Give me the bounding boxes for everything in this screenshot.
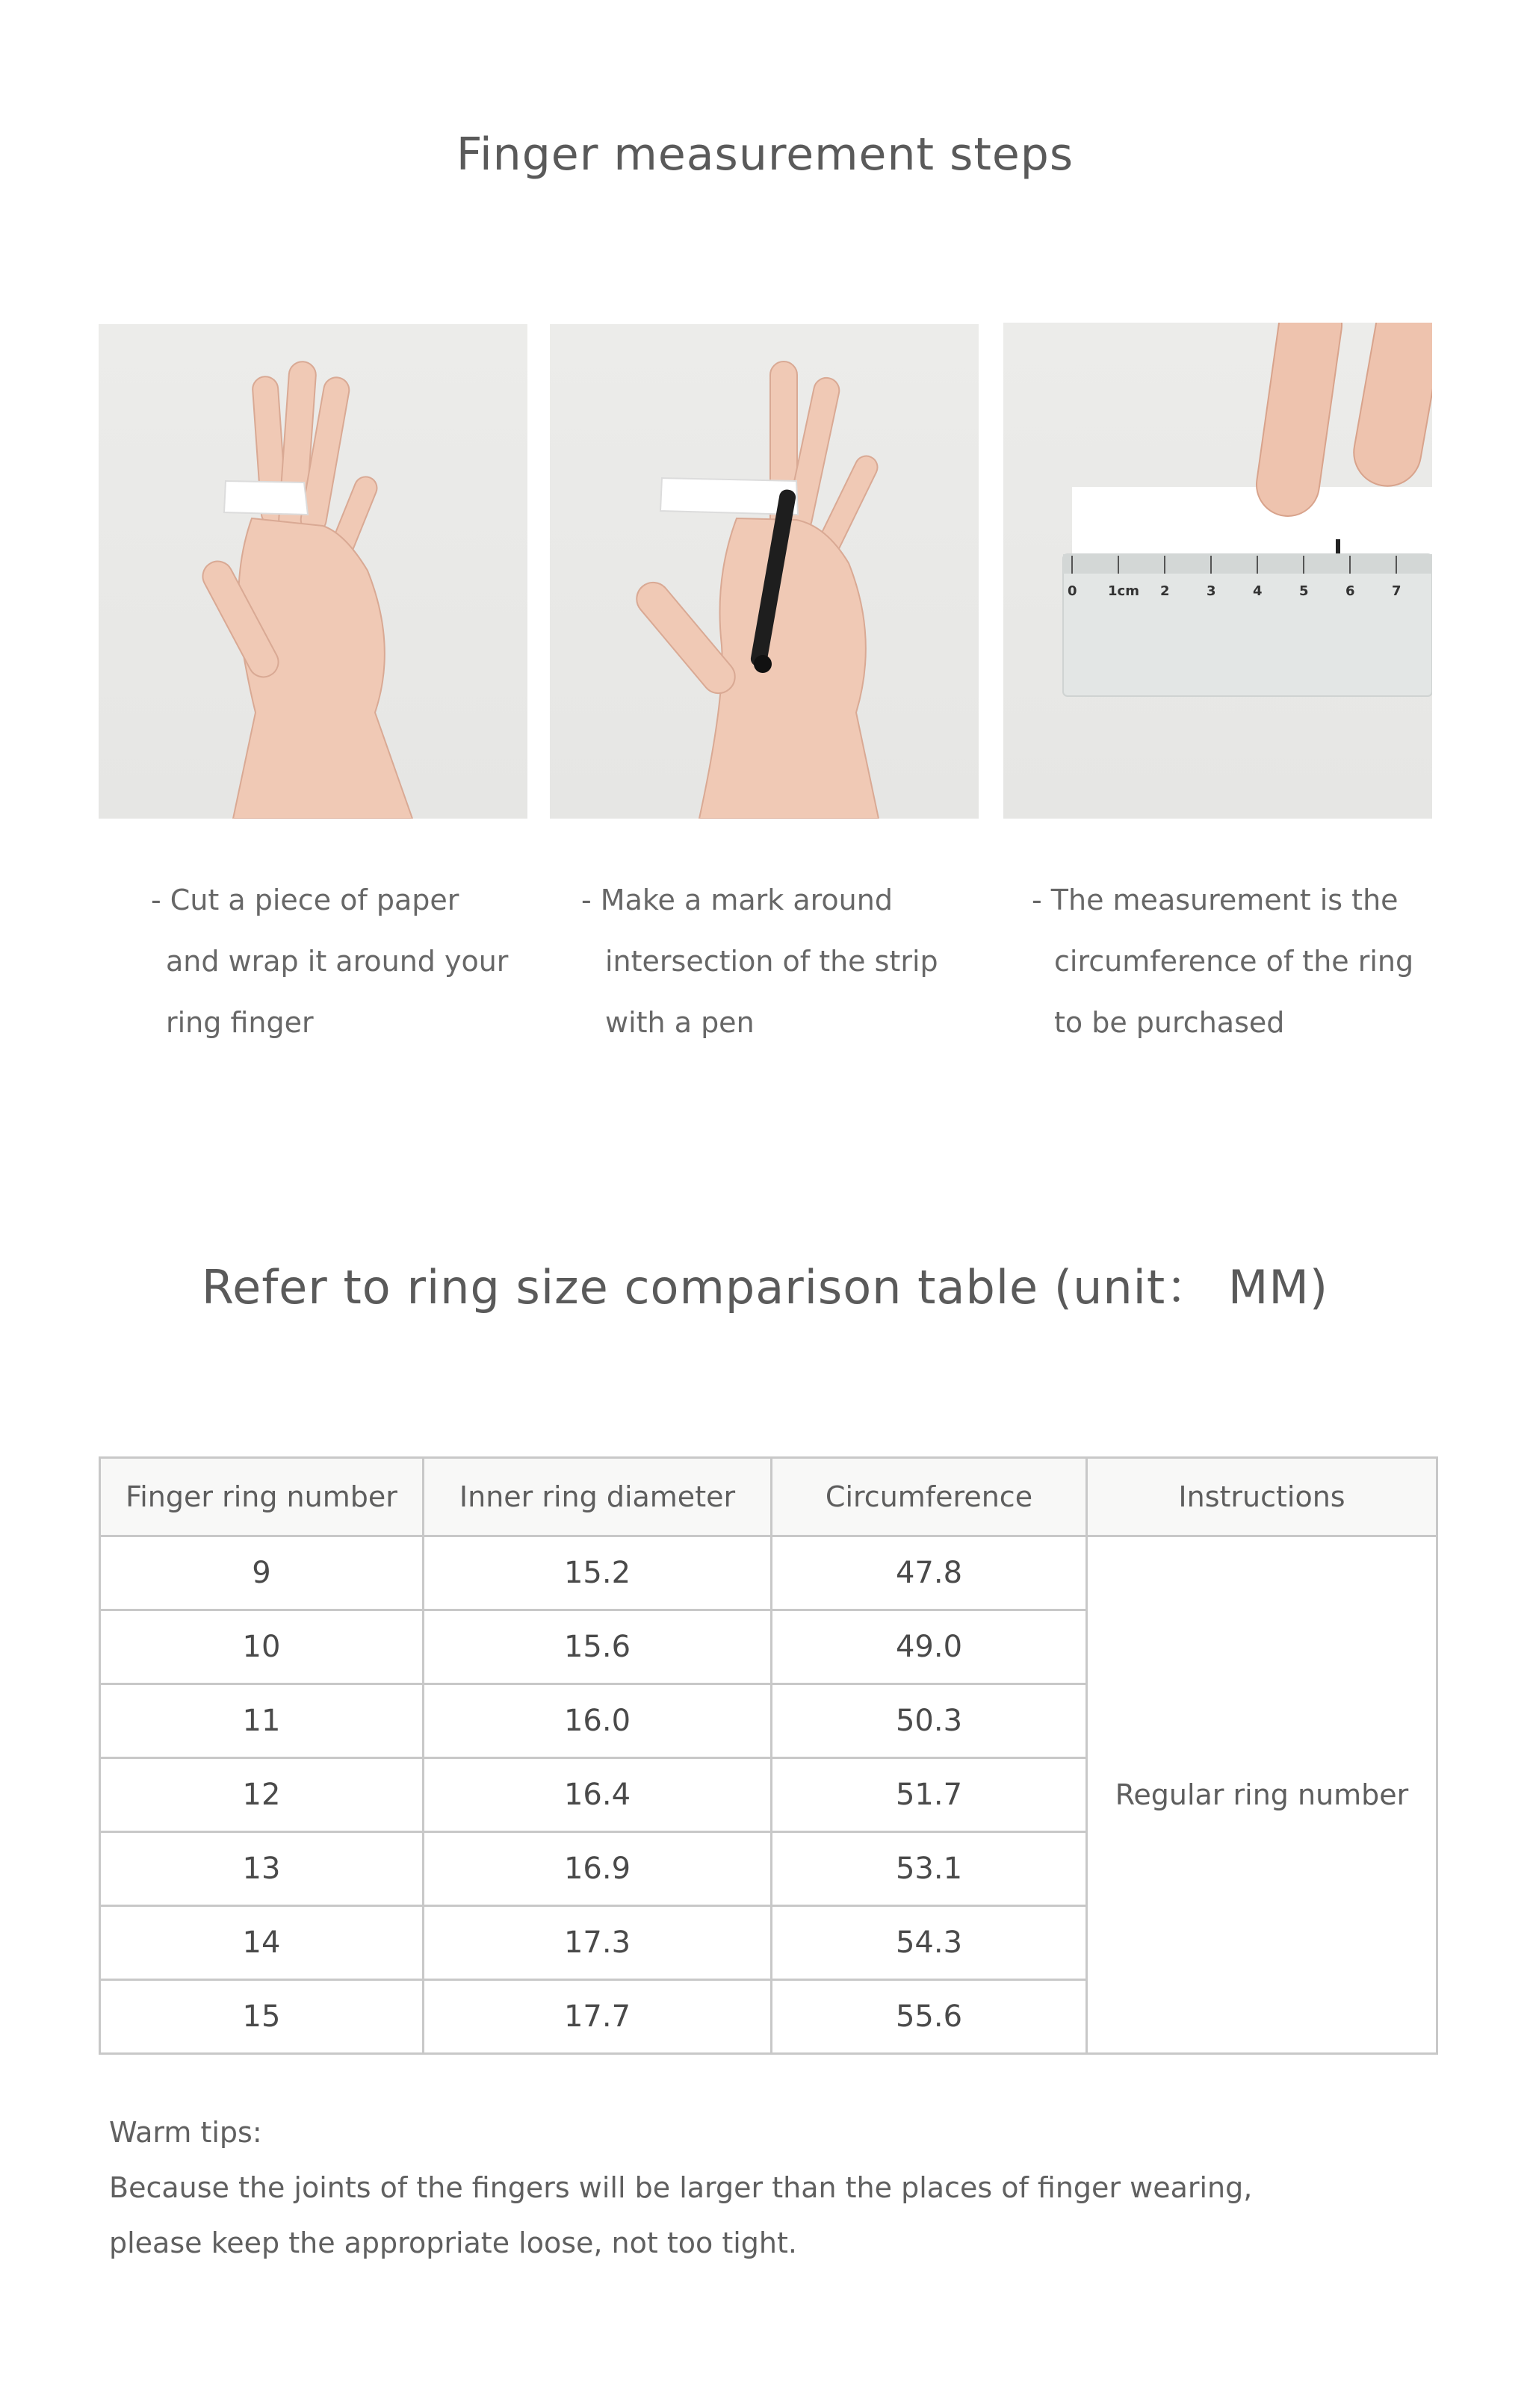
- circumference-cell: 55.6: [772, 1980, 1087, 2054]
- hand-with-paper-strip-image: [99, 324, 527, 819]
- step-1-caption: [151, 869, 508, 1053]
- ring-number-cell: 10: [100, 1610, 424, 1684]
- caption-line: - Make a mark around: [581, 884, 893, 916]
- instructions-cell: Regular ring number: [1087, 1536, 1437, 2054]
- ring-number-cell: 13: [100, 1832, 424, 1906]
- step-1-photo: [99, 324, 527, 819]
- ruler-label-0: 0: [1068, 583, 1077, 599]
- caption-line: - Cut a piece of paper: [151, 884, 459, 916]
- ruler-label-7: 7: [1392, 583, 1402, 599]
- ring-number-cell: 12: [100, 1758, 424, 1832]
- caption-line: to be purchased: [1054, 1006, 1285, 1039]
- caption-line: with a pen: [605, 1006, 755, 1039]
- tips-heading: Warm tips:: [109, 2116, 262, 2149]
- header-circumference: Circumference: [772, 1458, 1087, 1536]
- caption-line: ring finger: [166, 1006, 314, 1039]
- step-3-caption: [1032, 869, 1413, 1053]
- table-title: Refer to ring size comparison table (unit： MM): [201, 1260, 1329, 1315]
- caption-line: intersection of the strip: [605, 945, 938, 978]
- tips-line: please keep the appropriate loose, not too tight.: [109, 2227, 797, 2259]
- circumference-cell: 50.3: [772, 1684, 1087, 1758]
- header-inner-diameter: Inner ring diameter: [424, 1458, 772, 1536]
- circumference-cell: 49.0: [772, 1610, 1087, 1684]
- ring-size-table: [99, 1456, 1438, 2055]
- step-2-photo: [550, 324, 979, 819]
- ruler-label-4: 4: [1253, 583, 1263, 599]
- inner-diameter-cell: 16.4: [424, 1758, 772, 1832]
- table-row: [100, 1536, 1437, 1610]
- circumference-cell: 54.3: [772, 1906, 1087, 1980]
- inner-diameter-cell: 17.7: [424, 1980, 772, 2054]
- ruler-label-1: 1cm: [1108, 583, 1139, 599]
- ring-number-cell: 9: [100, 1536, 424, 1610]
- circumference-cell: 47.8: [772, 1536, 1087, 1610]
- ruler-measurement-image: [1003, 323, 1432, 819]
- ring-number-cell: 15: [100, 1980, 424, 2054]
- ruler-label-3: 3: [1207, 583, 1216, 599]
- caption-line: - The measurement is the: [1032, 884, 1399, 916]
- table-header-row: [100, 1458, 1437, 1536]
- steps-title: Finger measurement steps: [456, 128, 1074, 181]
- ring-number-cell: 11: [100, 1684, 424, 1758]
- circumference-cell: 51.7: [772, 1758, 1087, 1832]
- warm-tips: [109, 2105, 1252, 2271]
- step-2-caption: [581, 869, 938, 1053]
- step-3-photo: [1003, 323, 1432, 819]
- caption-line: circumference of the ring: [1054, 945, 1414, 978]
- inner-diameter-cell: 17.3: [424, 1906, 772, 1980]
- circumference-cell: 53.1: [772, 1832, 1087, 1906]
- caption-line: and wrap it around your: [166, 945, 509, 978]
- ruler-label-2: 2: [1160, 583, 1170, 599]
- inner-diameter-cell: 15.6: [424, 1610, 772, 1684]
- ruler-label-5: 5: [1299, 583, 1309, 599]
- tips-line: Because the joints of the fingers will be larger than the places of finger wearing,: [109, 2171, 1253, 2204]
- ruler-label-6: 6: [1345, 583, 1355, 599]
- inner-diameter-cell: 16.9: [424, 1832, 772, 1906]
- header-instructions: Instructions: [1087, 1458, 1437, 1536]
- hand-marking-with-pen-image: [550, 324, 979, 819]
- inner-diameter-cell: 15.2: [424, 1536, 772, 1610]
- ring-number-cell: 14: [100, 1906, 424, 1980]
- inner-diameter-cell: 16.0: [424, 1684, 772, 1758]
- ring-size-table-container: [99, 1456, 1436, 2055]
- header-ring-number: Finger ring number: [100, 1458, 424, 1536]
